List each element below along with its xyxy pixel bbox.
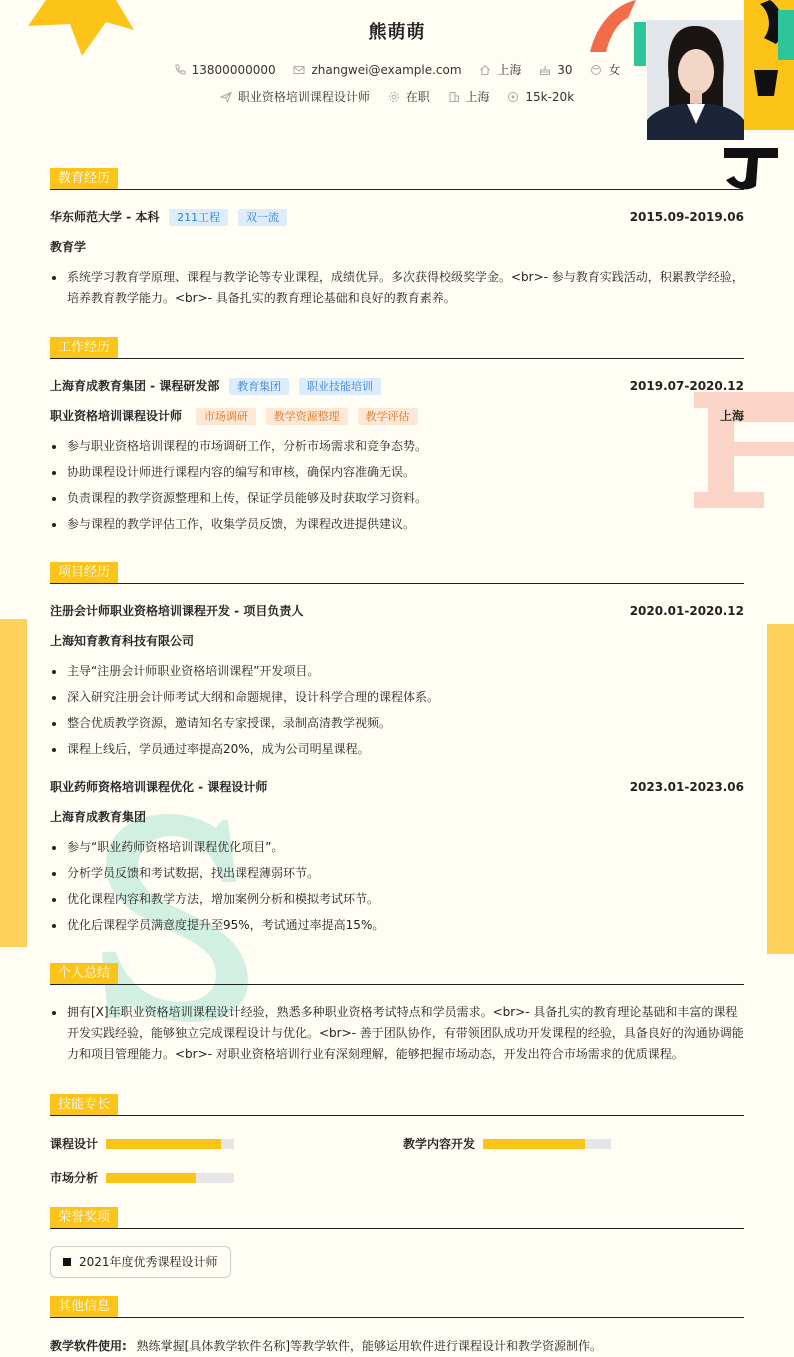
skill-label: 课程设计 bbox=[50, 1137, 99, 1151]
gender-text: 女 bbox=[608, 63, 621, 77]
age-item bbox=[539, 63, 572, 77]
company-tag: 职业技能培训 bbox=[299, 378, 381, 395]
work-location: 上海 bbox=[719, 409, 744, 423]
work-bullet: 协助课程设计师进行课程内容的编写和审核，确保内容准确无误。 bbox=[50, 462, 744, 483]
send-icon bbox=[220, 91, 232, 103]
project-org-row bbox=[50, 808, 744, 826]
skills-title: 技能专长 bbox=[50, 1094, 118, 1115]
project-bullet: 深入研究注册会计师考试大纲和命题规律，设计科学合理的课程体系。 bbox=[50, 687, 744, 708]
project-header-row bbox=[50, 778, 744, 796]
work-bullet: 负责课程的教学资源整理和上传，保证学员能够及时获取学习资料。 bbox=[50, 488, 744, 509]
position-tag: 教学资源整理 bbox=[266, 408, 348, 425]
work-position-row bbox=[50, 407, 744, 425]
work-bullet: 参与课程的教学评估工作，收集学员反馈，为课程改进提供建议。 bbox=[50, 514, 744, 535]
skill-bar bbox=[483, 1139, 611, 1149]
award-text: 2021年度优秀课程设计师 bbox=[79, 1255, 218, 1269]
gear-icon bbox=[388, 91, 400, 103]
project-date: 2023.01-2023.06 bbox=[629, 780, 744, 794]
other-title: 其他信息 bbox=[50, 1296, 118, 1317]
project-org: 上海知育教育科技有限公司 bbox=[50, 634, 195, 648]
home-icon bbox=[479, 64, 491, 76]
school-tag: 双一流 bbox=[238, 209, 287, 226]
job-text: 职业资格培训课程设计师 bbox=[237, 90, 370, 104]
coin-icon bbox=[507, 91, 519, 103]
project-name: 注册会计师职业资格培训课程开发 - 项目负责人 bbox=[50, 604, 304, 618]
age-text: 30 bbox=[557, 62, 573, 77]
project-bullet: 分析学员反馈和考试数据，找出课程薄弱环节。 bbox=[50, 863, 744, 884]
project-bullet: 优化后课程学员满意度提升至95%，考试通过率提高15%。 bbox=[50, 915, 744, 936]
work-section bbox=[50, 337, 744, 359]
email-item bbox=[293, 63, 461, 77]
phone-icon bbox=[174, 64, 186, 76]
skills-section bbox=[50, 1094, 744, 1116]
education-date: 2015.09-2019.06 bbox=[629, 210, 744, 224]
phone-text: 13800000000 bbox=[191, 62, 276, 77]
status-text: 在职 bbox=[405, 90, 430, 104]
project-org: 上海育成教育集团 bbox=[50, 810, 147, 824]
other-label: 教学软件使用: bbox=[50, 1339, 127, 1353]
summary-title: 个人总结 bbox=[50, 963, 118, 984]
status-item bbox=[388, 88, 430, 105]
yellow-strip-right bbox=[767, 624, 794, 954]
city-text: 上海 bbox=[465, 90, 490, 104]
building-icon bbox=[448, 91, 460, 103]
other-row bbox=[50, 1337, 744, 1355]
email-text: zhangwei@example.com bbox=[311, 62, 462, 77]
company-name: 上海育成教育集团 - 课程研发部 bbox=[50, 379, 220, 393]
mail-icon bbox=[293, 64, 305, 76]
work-bullet: 参与职业资格培训课程的市场调研工作，分析市场需求和竞争态势。 bbox=[50, 436, 744, 457]
candidate-name: 熊萌萌 bbox=[368, 22, 426, 43]
square-bullet-icon bbox=[63, 1258, 71, 1266]
skill-bar bbox=[106, 1173, 234, 1183]
project-header-row bbox=[50, 602, 744, 620]
education-major-row bbox=[50, 238, 744, 256]
awards-title: 荣誉奖项 bbox=[50, 1207, 118, 1228]
position-tag: 市场调研 bbox=[196, 408, 256, 425]
project-bullet: 参与“职业药师资格培训课程优化项目”。 bbox=[50, 837, 744, 858]
project-bullet: 课程上线后，学员通过率提高20%，成为公司明星课程。 bbox=[50, 739, 744, 760]
award-badge bbox=[50, 1246, 231, 1278]
awards-section bbox=[50, 1207, 744, 1229]
work-date: 2019.07-2020.12 bbox=[629, 379, 744, 393]
education-section bbox=[50, 168, 744, 190]
gender-icon bbox=[590, 64, 602, 76]
major: 教育学 bbox=[50, 240, 87, 254]
school-name: 华东师范大学 - 本科 bbox=[50, 210, 160, 224]
projects-title: 项目经历 bbox=[50, 562, 118, 583]
salary-text: 15k-20k bbox=[525, 89, 575, 104]
contact-row bbox=[50, 61, 744, 79]
profile-photo bbox=[647, 20, 744, 140]
other-text: 熟练掌握[具体教学软件名称]等教学软件，能够运用软件进行课程设计和教学资源制作。 bbox=[136, 1339, 603, 1353]
skill-bar-fill bbox=[106, 1173, 196, 1183]
other-section bbox=[50, 1296, 744, 1318]
yellow-strip-left bbox=[0, 619, 27, 947]
salary-item bbox=[507, 90, 574, 104]
project-bullet: 整合优质教学资源，邀请知名专家授课，录制高清教学视频。 bbox=[50, 713, 744, 734]
city-item bbox=[448, 88, 490, 105]
project-bullet: 优化课程内容和教学方法，增加案例分析和模拟考试环节。 bbox=[50, 889, 744, 910]
phone-item bbox=[174, 63, 276, 77]
job-intent-row bbox=[50, 88, 744, 106]
project-bullet: 主导“注册会计师职业资格培训课程”开发项目。 bbox=[50, 661, 744, 682]
position: 职业资格培训课程设计师 bbox=[50, 409, 183, 423]
job-item bbox=[220, 88, 370, 105]
location-text: 上海 bbox=[497, 63, 522, 77]
location-item bbox=[479, 61, 521, 78]
skill-label: 市场分析 bbox=[50, 1171, 99, 1185]
education-description: 系统学习教育学原理、课程与教学论等专业课程，成绩优异。多次获得校级奖学金。<br>- 参与教育实践活动，积累教学经验，培养教育教学能力。<br>- 具备扎实的教育理论基础和良好的教育素养。 bbox=[50, 267, 744, 309]
work-header-row bbox=[50, 377, 744, 395]
skill-label: 教学内容开发 bbox=[403, 1137, 476, 1151]
skill-bar-fill bbox=[483, 1139, 585, 1149]
position-tag: 教学评估 bbox=[358, 408, 418, 425]
work-title: 工作经历 bbox=[50, 337, 118, 358]
skill-bar-fill bbox=[106, 1139, 221, 1149]
gender-item bbox=[590, 61, 620, 78]
summary-section bbox=[50, 963, 744, 985]
summary-text: 拥有[X]年职业资格培训课程设计经验，熟悉多种职业资格考试特点和学员需求。<br>- 具备扎实的教育理论基础和丰富的课程开发实践经验，能够独立完成课程设计与优化。<br>- 善于团队协作，有带领团队成功开发课程的经验，具备良好的沟通协调能力和项目管理能力。<br>- 对职业资格培训行业有深刻理解，能够把握市场动态，开发出符合市场需求的优质课程。 bbox=[50, 1002, 744, 1065]
education-title: 教育经历 bbox=[50, 168, 118, 189]
skill-bar bbox=[106, 1139, 234, 1149]
project-name: 职业药师资格培训课程优化 - 课程设计师 bbox=[50, 780, 268, 794]
school-tag: 211工程 bbox=[169, 209, 228, 226]
projects-section bbox=[50, 562, 744, 584]
education-header-row bbox=[50, 208, 744, 226]
company-tag: 教育集团 bbox=[229, 378, 289, 395]
project-org-row bbox=[50, 632, 744, 650]
project-date: 2020.01-2020.12 bbox=[629, 604, 744, 618]
cake-icon bbox=[539, 64, 551, 76]
